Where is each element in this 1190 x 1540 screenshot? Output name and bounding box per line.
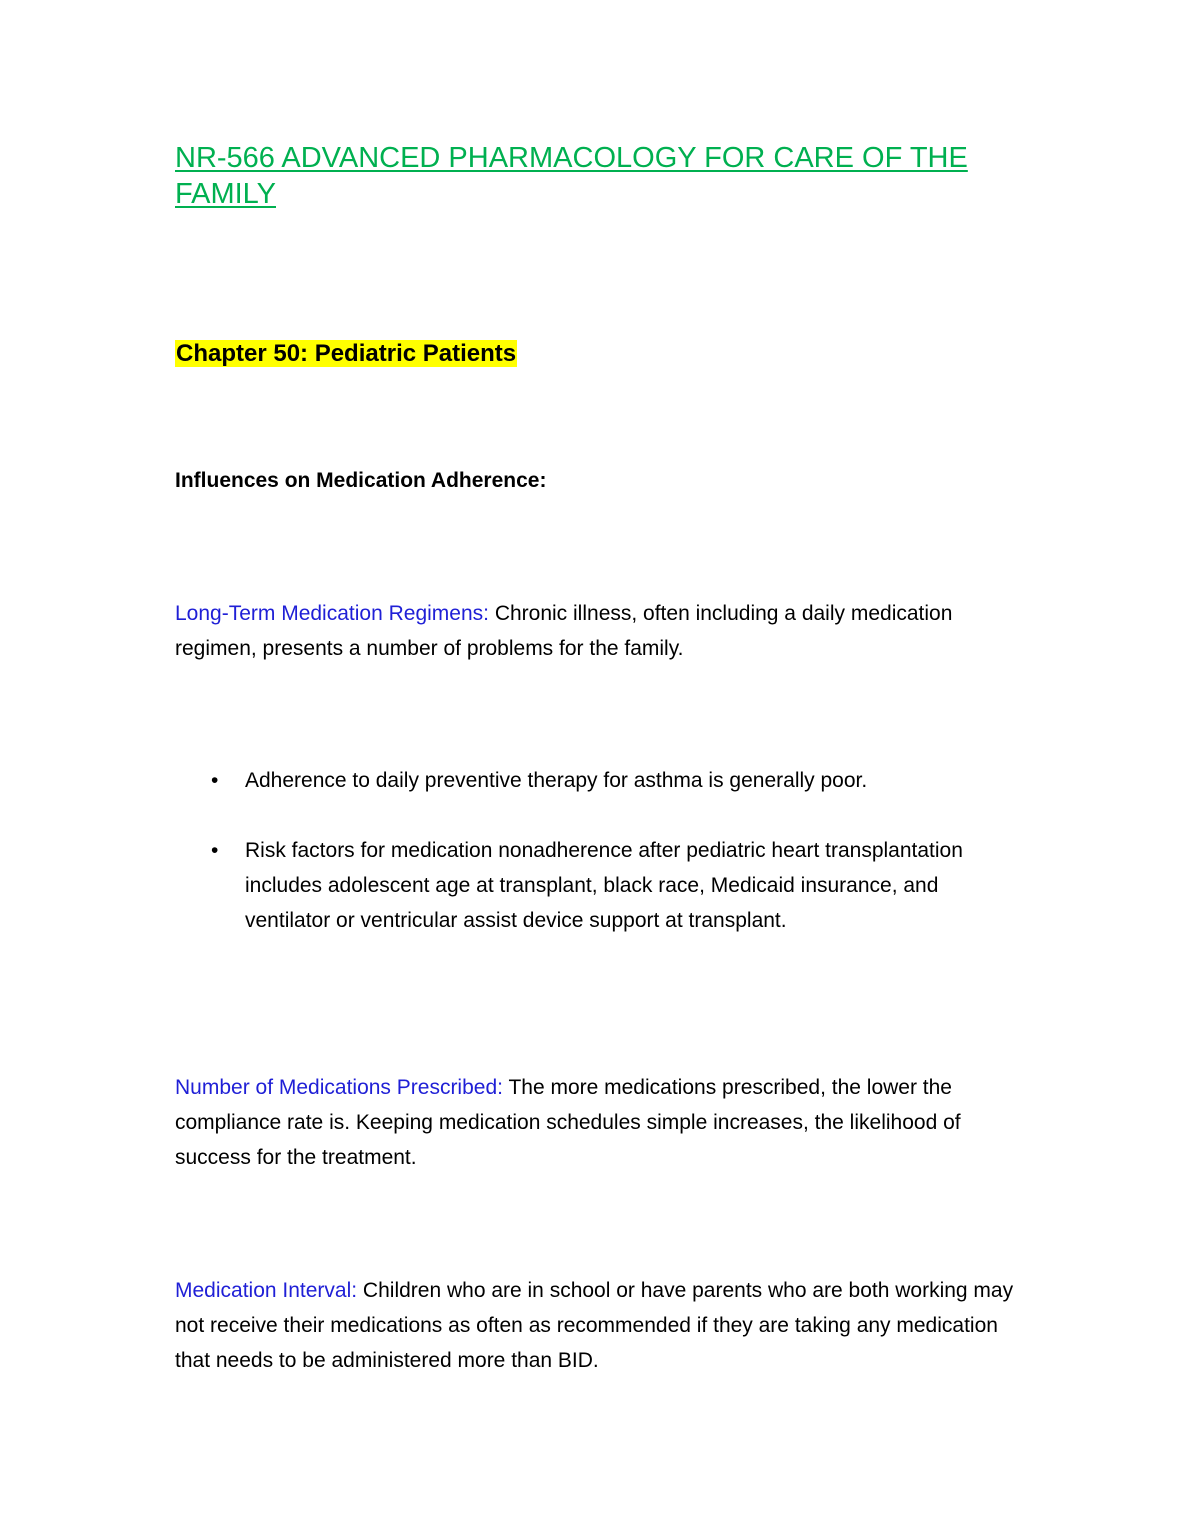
paragraph-term: Number of Medications Prescribed: <box>175 1076 503 1099</box>
section-heading: Influences on Medication Adherence: <box>175 469 547 492</box>
paragraph-text: Children who are in school or have parents who are both working may not receive their medications as often as recommended if they are taking any medication that needs to be administered more than BID. <box>175 1279 1014 1372</box>
paragraph-term: Long-Term Medication Regimens: <box>175 602 489 625</box>
bullet-icon: • <box>211 839 219 862</box>
chapter-heading <box>175 338 517 369</box>
list-item <box>175 833 1015 938</box>
bullet-icon: • <box>211 769 219 792</box>
paragraph-text: The more medications prescribed, the lower the compliance rate is. Keeping medication schedules simple increases, the likelihood of success for the treatment. <box>175 1076 961 1169</box>
paragraph-text: Chronic illness, often including a daily medication regimen, presents a number of problems for the family. <box>175 602 953 660</box>
paragraph-term: Medication Interval: <box>175 1279 358 1302</box>
list-item-text: Risk factors for medication nonadherence after pediatric heart transplantation includes adolescent age at transplant, black race, Medicaid insurance, and ventilator or ventricular assist device support at transplant. <box>245 839 963 932</box>
paragraph-medication-interval <box>175 1273 1015 1378</box>
list-item-text: Adherence to daily preventive therapy for asthma is generally poor. <box>245 769 868 792</box>
paragraph-long-term-regimens <box>175 596 1015 666</box>
bullet-list <box>175 763 1015 973</box>
chapter-heading-highlight: Chapter 50: Pediatric Patients <box>176 340 517 367</box>
list-item <box>175 763 1015 798</box>
document-title: NR-566 ADVANCED PHARMACOLOGY FOR CARE OF THE FAMILY <box>175 142 968 210</box>
paragraph-number-of-medications <box>175 1070 1015 1175</box>
